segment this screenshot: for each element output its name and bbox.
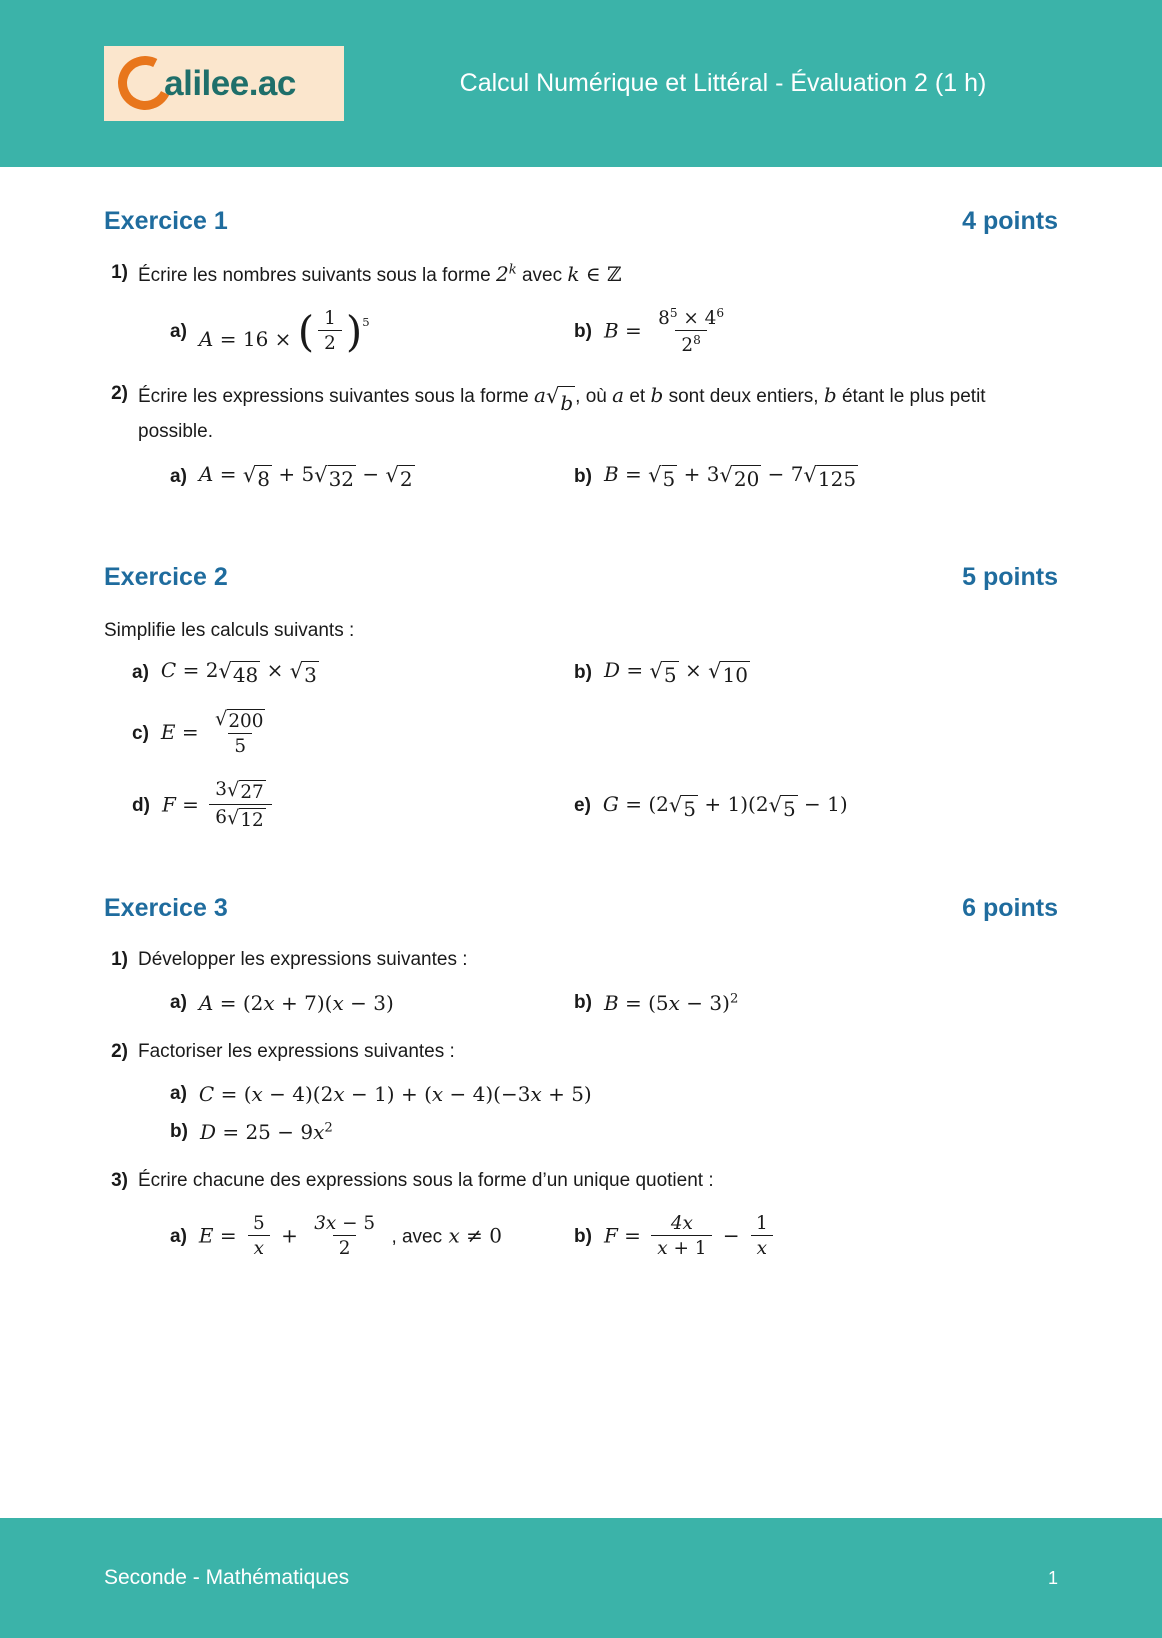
item-a (104, 1082, 592, 1106)
item-label: b) (574, 320, 592, 342)
item-expression: E = √ 200 5 (160, 707, 264, 758)
logo (104, 46, 344, 121)
inline-math-2: a (612, 382, 625, 407)
item-label: b) (170, 1121, 188, 1143)
footer-subject: Seconde - Mathématiques (104, 1566, 350, 1589)
exercise-2-intro: Simplifie les calculs suivants : (104, 620, 355, 642)
item-c (104, 709, 574, 758)
item-expression: G = (2 √ 5 + 1)(2 √ 5 − 1) (602, 791, 848, 821)
exercise-3-q3-items (104, 1214, 1058, 1260)
item-d (104, 780, 574, 832)
exercise-3-question-3 (104, 1167, 1058, 1196)
exercise-2-row-3 (104, 780, 1058, 832)
item-placeholder (574, 709, 1014, 758)
item-a (104, 991, 574, 1015)
exercise-2-row-2 (104, 709, 1058, 758)
item-a (104, 1214, 574, 1260)
item-b (574, 658, 1014, 687)
exercise-1-title: Exercice 1 (104, 207, 228, 235)
exercise-3-q1-items (104, 991, 1058, 1015)
item-expression: B = √ 5 + 3 √ 20 − 7 √ 125 (603, 462, 857, 492)
item-a (104, 658, 574, 687)
question-number: 2) (111, 382, 128, 404)
question-body (138, 259, 1058, 291)
item-expression: $B = (5x - 3)^2$ (603, 990, 739, 1015)
exercise-3-title: Exercice 3 (104, 894, 228, 923)
item-expression: A = √ 8 + 5 √ 32 − √ 2 (198, 462, 413, 492)
exercise-2-row-1 (104, 658, 1058, 687)
item-a (104, 462, 574, 491)
item-b (574, 991, 1014, 1015)
exercise-2-header (104, 563, 1058, 592)
document-body (0, 167, 1162, 1260)
item-label: b) (574, 1225, 592, 1247)
exercise-1-question-1 (104, 259, 1058, 291)
page-footer (0, 1518, 1162, 1638)
item-expression: C = 2 √ 48 × √ 3 (160, 658, 317, 688)
exercise-3-question-1 (104, 946, 1058, 975)
logo-text: alilee.ac (164, 63, 296, 103)
item-label: e) (574, 795, 591, 817)
item-a (104, 307, 574, 357)
item-label: a) (170, 991, 187, 1013)
item-label: a) (132, 661, 149, 683)
inline-math-4: b (823, 382, 837, 407)
inline-math: a √ b (534, 383, 575, 407)
item-expression: F = $\frac{4x}{x + 1}$ − $\frac{1}{x}$ (604, 1214, 778, 1260)
item-b (574, 1214, 1014, 1260)
question-body: Développer les expressions suivantes : (138, 949, 468, 971)
item-label: a) (170, 320, 187, 342)
inline-math: 2$^k$ (495, 262, 517, 286)
inline-math-2: k ∈ ℤ (567, 262, 622, 286)
question-text-mid: , où (575, 385, 607, 407)
question-number: 1) (111, 949, 128, 971)
item-expression: A = (2x + 7)(x − 3) (198, 990, 394, 1015)
exercise-2-title: Exercice 2 (104, 563, 228, 592)
item-label: a) (170, 1083, 187, 1105)
exercise-3-q2-item-b (104, 1120, 1058, 1144)
document-title: Calcul Numérique et Littéral - Évaluation 2 (1 h) (459, 69, 987, 97)
item-label: c) (132, 722, 149, 744)
item-label: d) (132, 795, 150, 817)
question-number: 1) (111, 262, 128, 283)
exercise-3-points: 6 points (962, 894, 1058, 923)
question-text-mid-3: sont deux entiers, (668, 385, 819, 407)
exercise-1-question-2 (104, 380, 1058, 447)
item-label: a) (170, 1225, 187, 1247)
exercise-3-q2-item-a (104, 1082, 1058, 1106)
item-label: a) (170, 465, 187, 487)
question-text-mid: avec (521, 265, 563, 286)
exercise-1-q1-items (104, 307, 1058, 357)
item-expression: D = √ 5 × √ 10 (603, 658, 748, 688)
item-label: b) (574, 991, 592, 1013)
item-expression: $D = 25 - 9x^2$ (199, 1120, 333, 1145)
question-text-after: étant le plus petit possible. (138, 385, 986, 442)
question-number: 3) (111, 1170, 128, 1192)
item-b (574, 307, 1014, 357)
exercise-2-points: 5 points (962, 563, 1058, 592)
item-expression: E = $\frac{5}{x}$ + $\frac{3x - 5}{2}$ , avec x ≠ 0 (198, 1212, 502, 1259)
page-number: 1 (1047, 1567, 1058, 1588)
question-number: 2) (111, 1040, 128, 1062)
exercise-1-points: 4 points (962, 207, 1058, 235)
item-label: b) (574, 465, 592, 487)
item-expression: F = 3 √ 27 6 √ 12 (162, 780, 276, 832)
exercise-1-header (104, 207, 1058, 236)
inline-math-3: b (650, 382, 664, 407)
question-text-mid-2: et (629, 385, 646, 407)
item-expression: A = 16 × ( $\frac{1}{2}$ ) $^5$ (198, 306, 370, 356)
item-b (574, 462, 1014, 491)
page-header (0, 0, 1162, 167)
item-expression: C = (x − 4)(2x − 1) + (x − 4)(−3x + 5) (198, 1082, 592, 1107)
question-body (138, 380, 1058, 447)
exercise-3-header (104, 894, 1058, 923)
question-body: Factoriser les expressions suivantes : (138, 1040, 455, 1062)
question-text: Écrire les expressions suivantes sous la forme (138, 385, 529, 407)
item-b (104, 1120, 333, 1144)
question-body: Écrire chacune des expressions sous la forme d’un unique quotient : (138, 1170, 714, 1192)
item-expression: B = $\frac{8^5 \times 4^6}{2^8}$ (603, 305, 725, 356)
item-e (574, 780, 1014, 832)
question-text: Écrire les nombres suivants sous la forme (138, 265, 491, 286)
exercise-3-question-2 (104, 1038, 1058, 1067)
item-label: b) (574, 661, 592, 683)
exercise-1-q2-items (104, 462, 1058, 491)
